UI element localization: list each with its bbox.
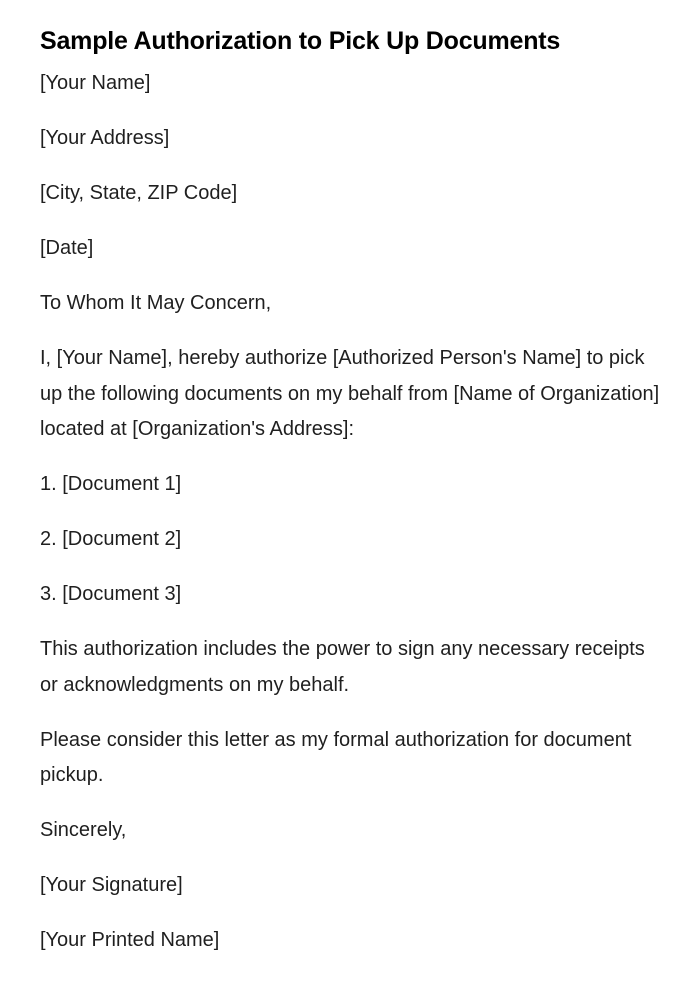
salutation: To Whom It May Concern, (40, 292, 272, 314)
signature-placeholder: [Your Signature] (40, 874, 183, 896)
document-title: Sample Authorization to Pick Up Documents (40, 27, 561, 55)
power-paragraph: This authorization includes the power to sign any necessary receipts or acknowledgments on my behalf. (40, 638, 645, 696)
document-list-item: 2. [Document 2] (40, 528, 182, 550)
letter-date: [Date] (40, 237, 94, 259)
document-list-item: 1. [Document 1] (40, 473, 182, 495)
sender-name: [Your Name] (40, 72, 151, 94)
authorization-paragraph: I, [Your Name], hereby authorize [Authorized Person's Name] to pick up the following documents on my behalf from [Name of Organization] located at [Organization's Address]: (40, 347, 660, 440)
consider-paragraph: Please consider this letter as my formal authorization for document pickup. (40, 728, 632, 786)
printed-name-placeholder: [Your Printed Name] (40, 929, 220, 951)
sender-city-state-zip: [City, State, ZIP Code] (40, 182, 238, 204)
closing: Sincerely, (40, 819, 127, 841)
sender-address: [Your Address] (40, 127, 170, 149)
document-list-item: 3. [Document 3] (40, 583, 182, 605)
